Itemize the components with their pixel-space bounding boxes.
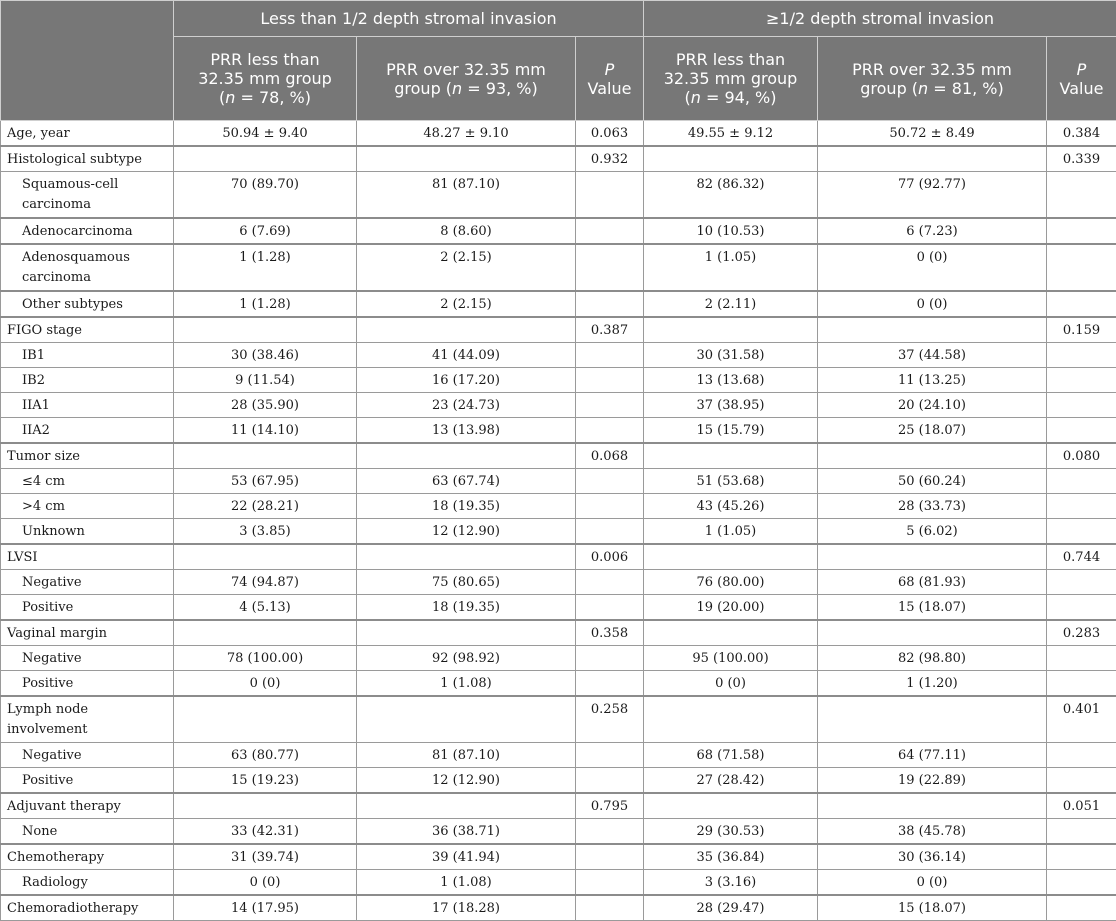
group-header-over-half: ≥1/2 depth stromal invasion — [644, 1, 1116, 37]
row-label: >4 cm — [1, 494, 174, 519]
cell-g1-over — [357, 146, 576, 172]
row-label: Radiology — [1, 870, 174, 896]
row-label: Chemoradiotherapy — [1, 895, 174, 921]
cell-g1-p: 0.795 — [576, 793, 644, 819]
cell-g1-p — [576, 469, 644, 494]
cell-g2-p: 0.339 — [1047, 146, 1116, 172]
group-header-less-half: Less than 1/2 depth stromal invasion — [174, 1, 644, 37]
cell-g1-over — [357, 544, 576, 570]
cell-g2-over: 38 (45.78) — [818, 819, 1047, 845]
cell-g1-p — [576, 393, 644, 418]
cell-g1-less — [174, 544, 357, 570]
cell-g2-less: 51 (53.68) — [644, 469, 818, 494]
cell-g2-less: 76 (80.00) — [644, 570, 818, 595]
cell-g1-over: 36 (38.71) — [357, 819, 576, 845]
cell-g2-less: 15 (15.79) — [644, 418, 818, 444]
cell-g1-less — [174, 146, 357, 172]
cell-g1-less: 63 (80.77) — [174, 743, 357, 768]
cell-g1-less: 0 (0) — [174, 671, 357, 697]
cell-g2-over — [818, 696, 1047, 743]
cell-g2-less: 68 (71.58) — [644, 743, 818, 768]
cell-g2-over: 0 (0) — [818, 244, 1047, 291]
cell-g2-over: 15 (18.07) — [818, 895, 1047, 921]
cell-g2-p: 0.384 — [1047, 121, 1116, 147]
cell-g1-over: 18 (19.35) — [357, 494, 576, 519]
cell-g2-p: 0.051 — [1047, 793, 1116, 819]
cell-g1-over — [357, 443, 576, 469]
cell-g2-p — [1047, 343, 1116, 368]
cell-g1-over: 8 (8.60) — [357, 218, 576, 244]
cell-g2-p — [1047, 743, 1116, 768]
cell-g2-less: 82 (86.32) — [644, 172, 818, 219]
cell-g1-over: 1 (1.08) — [357, 870, 576, 896]
cell-g2-over — [818, 443, 1047, 469]
cell-g2-less: 13 (13.68) — [644, 368, 818, 393]
cell-g2-p — [1047, 671, 1116, 697]
cell-g2-less — [644, 317, 818, 343]
cell-g2-over: 5 (6.02) — [818, 519, 1047, 545]
cell-g1-over: 2 (2.15) — [357, 244, 576, 291]
cell-g2-less: 43 (45.26) — [644, 494, 818, 519]
cell-g2-p — [1047, 469, 1116, 494]
row-label: Histological subtype — [1, 146, 174, 172]
col-header-g2-p-value: P Value — [1047, 37, 1116, 121]
cell-g1-less: 22 (28.21) — [174, 494, 357, 519]
row-label: ≤4 cm — [1, 469, 174, 494]
cell-g1-p: 0.006 — [576, 544, 644, 570]
cell-g1-less — [174, 620, 357, 646]
cell-g2-p — [1047, 172, 1116, 219]
cell-g2-p — [1047, 870, 1116, 896]
row-label: Squamous-cell carcinoma — [1, 172, 174, 219]
cell-g2-p — [1047, 519, 1116, 545]
cell-g2-less — [644, 146, 818, 172]
cell-g1-p — [576, 291, 644, 317]
cell-g1-p — [576, 172, 644, 219]
cell-g2-over — [818, 793, 1047, 819]
cell-g2-p — [1047, 595, 1116, 621]
cell-g2-p — [1047, 218, 1116, 244]
row-label: Negative — [1, 570, 174, 595]
cell-g1-over — [357, 793, 576, 819]
row-label: FIGO stage — [1, 317, 174, 343]
cell-g1-less: 1 (1.28) — [174, 291, 357, 317]
cell-g1-over: 2 (2.15) — [357, 291, 576, 317]
cell-g1-p — [576, 844, 644, 870]
cell-g1-p — [576, 570, 644, 595]
cell-g1-less: 28 (35.90) — [174, 393, 357, 418]
cell-g1-less: 11 (14.10) — [174, 418, 357, 444]
cell-g1-p: 0.068 — [576, 443, 644, 469]
cell-g2-p — [1047, 291, 1116, 317]
cell-g1-p — [576, 743, 644, 768]
row-label: Negative — [1, 743, 174, 768]
cell-g2-over: 68 (81.93) — [818, 570, 1047, 595]
row-label: IIA1 — [1, 393, 174, 418]
cell-g2-p — [1047, 368, 1116, 393]
cell-g2-less — [644, 443, 818, 469]
cell-g1-less: 0 (0) — [174, 870, 357, 896]
cell-g1-p — [576, 595, 644, 621]
cell-g2-less: 1 (1.05) — [644, 244, 818, 291]
row-label: Chemotherapy — [1, 844, 174, 870]
cell-g2-p — [1047, 768, 1116, 794]
cell-g1-over: 48.27 ± 9.10 — [357, 121, 576, 147]
cell-g2-over — [818, 317, 1047, 343]
cell-g1-over — [357, 696, 576, 743]
cell-g2-over: 6 (7.23) — [818, 218, 1047, 244]
cell-g1-over: 12 (12.90) — [357, 768, 576, 794]
cell-g1-less: 3 (3.85) — [174, 519, 357, 545]
cell-g1-over: 18 (19.35) — [357, 595, 576, 621]
col-header-g2-prr-less: PRR less than 32.35 mm group (n = 94, %) — [644, 37, 818, 121]
cell-g2-less: 28 (29.47) — [644, 895, 818, 921]
cell-g2-less — [644, 620, 818, 646]
cell-g1-less: 78 (100.00) — [174, 646, 357, 671]
cell-g2-p: 0.401 — [1047, 696, 1116, 743]
row-label: IB2 — [1, 368, 174, 393]
cell-g1-p — [576, 870, 644, 896]
cell-g1-p — [576, 218, 644, 244]
cell-g2-over: 30 (36.14) — [818, 844, 1047, 870]
cell-g2-over: 50.72 ± 8.49 — [818, 121, 1047, 147]
cell-g2-less: 2 (2.11) — [644, 291, 818, 317]
cell-g2-p — [1047, 418, 1116, 444]
cell-g2-less: 35 (36.84) — [644, 844, 818, 870]
cell-g2-over: 37 (44.58) — [818, 343, 1047, 368]
cell-g2-over: 20 (24.10) — [818, 393, 1047, 418]
cell-g2-p — [1047, 244, 1116, 291]
cell-g1-p — [576, 768, 644, 794]
cell-g1-p — [576, 819, 644, 845]
cell-g2-less: 10 (10.53) — [644, 218, 818, 244]
cell-g2-less: 95 (100.00) — [644, 646, 818, 671]
cell-g1-less: 74 (94.87) — [174, 570, 357, 595]
row-label: Tumor size — [1, 443, 174, 469]
cell-g1-p: 0.932 — [576, 146, 644, 172]
cell-g2-over: 25 (18.07) — [818, 418, 1047, 444]
cell-g2-less — [644, 793, 818, 819]
cell-g2-over — [818, 620, 1047, 646]
cell-g2-p — [1047, 393, 1116, 418]
row-label: Vaginal margin — [1, 620, 174, 646]
cell-g2-over: 11 (13.25) — [818, 368, 1047, 393]
cell-g1-over: 41 (44.09) — [357, 343, 576, 368]
cell-g2-p: 0.283 — [1047, 620, 1116, 646]
row-label: IB1 — [1, 343, 174, 368]
cell-g2-p — [1047, 646, 1116, 671]
cell-g2-less: 0 (0) — [644, 671, 818, 697]
row-label: Positive — [1, 768, 174, 794]
row-label: LVSI — [1, 544, 174, 570]
cell-g1-over: 63 (67.74) — [357, 469, 576, 494]
cell-g1-p: 0.358 — [576, 620, 644, 646]
row-label: Positive — [1, 671, 174, 697]
cell-g1-less: 53 (67.95) — [174, 469, 357, 494]
cell-g2-over: 82 (98.80) — [818, 646, 1047, 671]
cell-g2-p — [1047, 844, 1116, 870]
cell-g2-over: 1 (1.20) — [818, 671, 1047, 697]
col-header-g1-prr-less: PRR less than 32.35 mm group (n = 78, %) — [174, 37, 357, 121]
cell-g1-over: 1 (1.08) — [357, 671, 576, 697]
cell-g1-over: 81 (87.10) — [357, 172, 576, 219]
cell-g1-p — [576, 418, 644, 444]
cell-g2-less: 19 (20.00) — [644, 595, 818, 621]
col-header-g2-prr-over: PRR over 32.35 mm group (n = 81, %) — [818, 37, 1047, 121]
cell-g1-less: 15 (19.23) — [174, 768, 357, 794]
cell-g1-p — [576, 895, 644, 921]
cell-g1-over: 12 (12.90) — [357, 519, 576, 545]
cell-g2-over: 15 (18.07) — [818, 595, 1047, 621]
cell-g2-less: 3 (3.16) — [644, 870, 818, 896]
cell-g1-less — [174, 317, 357, 343]
cell-g1-over: 75 (80.65) — [357, 570, 576, 595]
cell-g2-p — [1047, 570, 1116, 595]
cell-g1-less: 50.94 ± 9.40 — [174, 121, 357, 147]
row-label: Other subtypes — [1, 291, 174, 317]
cell-g1-less — [174, 443, 357, 469]
cell-g2-p — [1047, 494, 1116, 519]
cell-g2-p — [1047, 895, 1116, 921]
row-label: Positive — [1, 595, 174, 621]
cell-g1-p — [576, 368, 644, 393]
cell-g2-p — [1047, 819, 1116, 845]
row-label: IIA2 — [1, 418, 174, 444]
cell-g1-over: 39 (41.94) — [357, 844, 576, 870]
cell-g2-less — [644, 696, 818, 743]
cell-g1-p — [576, 343, 644, 368]
header-corner — [1, 1, 174, 121]
cell-g1-less: 31 (39.74) — [174, 844, 357, 870]
cell-g2-less: 37 (38.95) — [644, 393, 818, 418]
cell-g2-p: 0.159 — [1047, 317, 1116, 343]
col-header-g1-p-value: P Value — [576, 37, 644, 121]
cell-g1-less: 6 (7.69) — [174, 218, 357, 244]
cell-g2-less — [644, 544, 818, 570]
cell-g2-p: 0.744 — [1047, 544, 1116, 570]
cell-g2-over — [818, 544, 1047, 570]
cell-g1-over: 13 (13.98) — [357, 418, 576, 444]
cell-g1-over — [357, 620, 576, 646]
cell-g1-less: 9 (11.54) — [174, 368, 357, 393]
cell-g2-over: 0 (0) — [818, 870, 1047, 896]
cell-g1-over: 81 (87.10) — [357, 743, 576, 768]
cell-g2-less: 30 (31.58) — [644, 343, 818, 368]
cell-g2-less: 49.55 ± 9.12 — [644, 121, 818, 147]
cell-g1-less — [174, 793, 357, 819]
cell-g2-over: 19 (22.89) — [818, 768, 1047, 794]
cell-g2-less: 29 (30.53) — [644, 819, 818, 845]
cell-g1-over — [357, 317, 576, 343]
row-label: Lymph node involvement — [1, 696, 174, 743]
cell-g1-less: 30 (38.46) — [174, 343, 357, 368]
cell-g1-over: 92 (98.92) — [357, 646, 576, 671]
cell-g1-p: 0.258 — [576, 696, 644, 743]
cell-g2-over: 64 (77.11) — [818, 743, 1047, 768]
cell-g1-p: 0.063 — [576, 121, 644, 147]
cell-g2-p: 0.080 — [1047, 443, 1116, 469]
cell-g1-p — [576, 494, 644, 519]
cell-g1-over: 17 (18.28) — [357, 895, 576, 921]
cell-g2-over: 28 (33.73) — [818, 494, 1047, 519]
col-header-g1-prr-over: PRR over 32.35 mm group (n = 93, %) — [357, 37, 576, 121]
cell-g2-over: 77 (92.77) — [818, 172, 1047, 219]
cell-g1-p: 0.387 — [576, 317, 644, 343]
row-label: Age, year — [1, 121, 174, 147]
row-label: None — [1, 819, 174, 845]
cell-g1-p — [576, 244, 644, 291]
cell-g1-p — [576, 519, 644, 545]
cell-g1-less: 14 (17.95) — [174, 895, 357, 921]
row-label: Adenosquamous carcinoma — [1, 244, 174, 291]
cell-g2-less: 1 (1.05) — [644, 519, 818, 545]
cell-g1-over: 23 (24.73) — [357, 393, 576, 418]
row-label: Adenocarcinoma — [1, 218, 174, 244]
cell-g1-p — [576, 671, 644, 697]
cell-g2-over — [818, 146, 1047, 172]
cell-g1-less: 70 (89.70) — [174, 172, 357, 219]
cell-g2-less: 27 (28.42) — [644, 768, 818, 794]
cell-g1-less — [174, 696, 357, 743]
cell-g1-less: 4 (5.13) — [174, 595, 357, 621]
row-label: Negative — [1, 646, 174, 671]
cell-g2-over: 50 (60.24) — [818, 469, 1047, 494]
cell-g1-less: 1 (1.28) — [174, 244, 357, 291]
cell-g2-over: 0 (0) — [818, 291, 1047, 317]
cell-g1-p — [576, 646, 644, 671]
cell-g1-less: 33 (42.31) — [174, 819, 357, 845]
row-label: Unknown — [1, 519, 174, 545]
row-label: Adjuvant therapy — [1, 793, 174, 819]
cell-g1-over: 16 (17.20) — [357, 368, 576, 393]
